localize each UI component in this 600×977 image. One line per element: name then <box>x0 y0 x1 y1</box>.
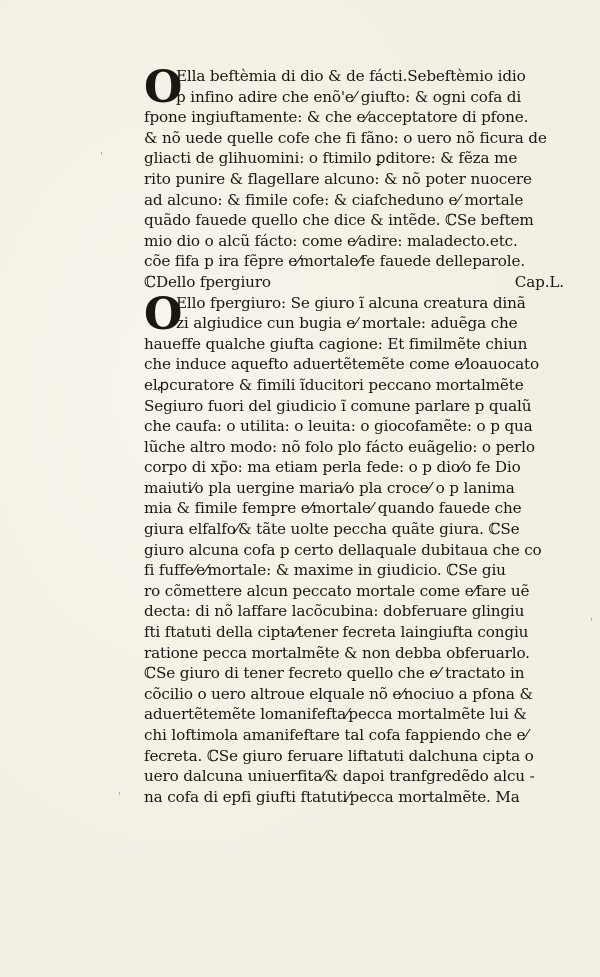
text-line: quãdo fauede quello che dice & intẽde. ℂSe beftem <box>144 211 534 230</box>
text-line: ratione pecca mortalmẽte & non debba obferuarlo. <box>144 643 530 662</box>
text-line: Ella beftèmia di dio & de fácti.Sebeftèmio idio <box>176 67 526 85</box>
text-line: lũche altro modo: nõ folo plo fácto euãgelio: o perlo <box>144 437 535 456</box>
text-line: fpone ingiuftamente: & che e⁄acceptatore di pfone. <box>144 108 529 127</box>
text-line: maiuti⁄o pla uergine maria⁄o pla croce⁄ o p lanima <box>144 478 515 497</box>
margin-mark: ˈ <box>590 618 593 629</box>
text-line: Segiuro fuori del giudicio ĩ comune parlare p qualũ <box>144 396 532 415</box>
text-line: giuro alcuna cofa p certo dellaquale dubitaua che co <box>144 540 542 559</box>
text-line: rito punire & flagellare alcuno: & nõ poter nuocere <box>144 169 532 188</box>
chapter-heading-title: ℂDello fpergiuro <box>144 272 271 291</box>
text-line: uero dalcuna uniuerfita⁄& dapoi tranfgredẽdo alcu - <box>144 767 535 786</box>
text-line: giura elfalfo⁄& tãte uolte peccha quãte giura. ℂSe <box>144 520 520 539</box>
text-line: aduertẽtemẽte lomanifefta⁄pecca mortalmẽte lui & <box>144 705 527 724</box>
chapter-heading <box>144 272 568 293</box>
text-line: cõcilio o uero altroue elquale nõ e⁄nociuo a pfona & <box>144 684 533 703</box>
text-line: fecreta. ℂSe giuro feruare liftatuti dalchuna cipta o <box>144 746 534 765</box>
text-line: ro cõmettere alcun peccato mortale come e⁄fare uẽ <box>144 581 530 600</box>
chapter-number: Cap.L. <box>514 272 564 291</box>
text-line: ℂSe giuro di tener fecreto quello che e⁄ tractato in <box>144 664 525 683</box>
text-line: fti ftatuti della cipta⁄tener fecreta laingiufta congiu <box>144 623 529 642</box>
margin-mark: ˈ <box>100 152 103 163</box>
text-line: cõe fifa p ira fẽpre e⁄mortale⁄fe fauede delleparole. <box>144 252 526 271</box>
text-line: chi loftimola amanifeftare tal cofa fappiendo che e⁄ <box>144 726 528 744</box>
text-line: fi fuffe⁄e⁄mortale: & maxime in giudicio. ℂSe giu <box>144 561 506 580</box>
text-line: ad alcuno: & fimile cofe: & ciafcheduno e⁄ mortale <box>144 190 524 209</box>
text-line: p infino adire che enõ'e⁄ giufto: & ogni cofa di <box>176 87 522 106</box>
text-line: Ello fpergiuro: Se giuro ĩ alcuna creatura dinã <box>176 293 526 312</box>
text-line: na cofa di epfi giufti ftatuti⁄pecca mortalmẽte. Ma <box>144 787 520 806</box>
text-line: mia & fimile fempre e⁄mortale⁄ quando fauede che <box>144 499 522 518</box>
text-line: che induce aquefto aduertẽtemẽte come e⁄loauocato <box>144 355 539 374</box>
text-line: mio dio o alcũ fácto: come e⁄adire: maladecto.etc. <box>144 231 518 250</box>
text-line: gliacti de glihuomini: o ftimilo ꝑditore: & fẽza me <box>144 149 518 168</box>
text-line: che caufa: o utilita: o leuita: o giocofamẽte: o p qua <box>144 417 533 436</box>
text-line: zi algiudice cun bugia e⁄ mortale: aduẽga che <box>176 314 518 333</box>
text-line: & nõ uede quelle cofe che fi fãno: o uero nõ ficura de <box>144 128 547 147</box>
margin-mark: ˈ <box>118 792 121 803</box>
drop-cap-initial: O <box>144 289 183 340</box>
drop-cap-initial: O <box>144 62 183 113</box>
text-line: corpo di xp̃o: ma etiam perla fede: o p dio⁄o fe Dio <box>144 458 521 477</box>
text-line: elꝓcuratore & fimili ĩducitori peccano mortalmẽte <box>144 375 524 394</box>
main-text <box>144 62 568 807</box>
text-line: haueffe qualche giufta cagione: Et fimilmẽte chiun <box>144 334 528 353</box>
text-line: decta: di nõ laffare lacõcubina: dobferuare glingiu <box>144 602 525 621</box>
